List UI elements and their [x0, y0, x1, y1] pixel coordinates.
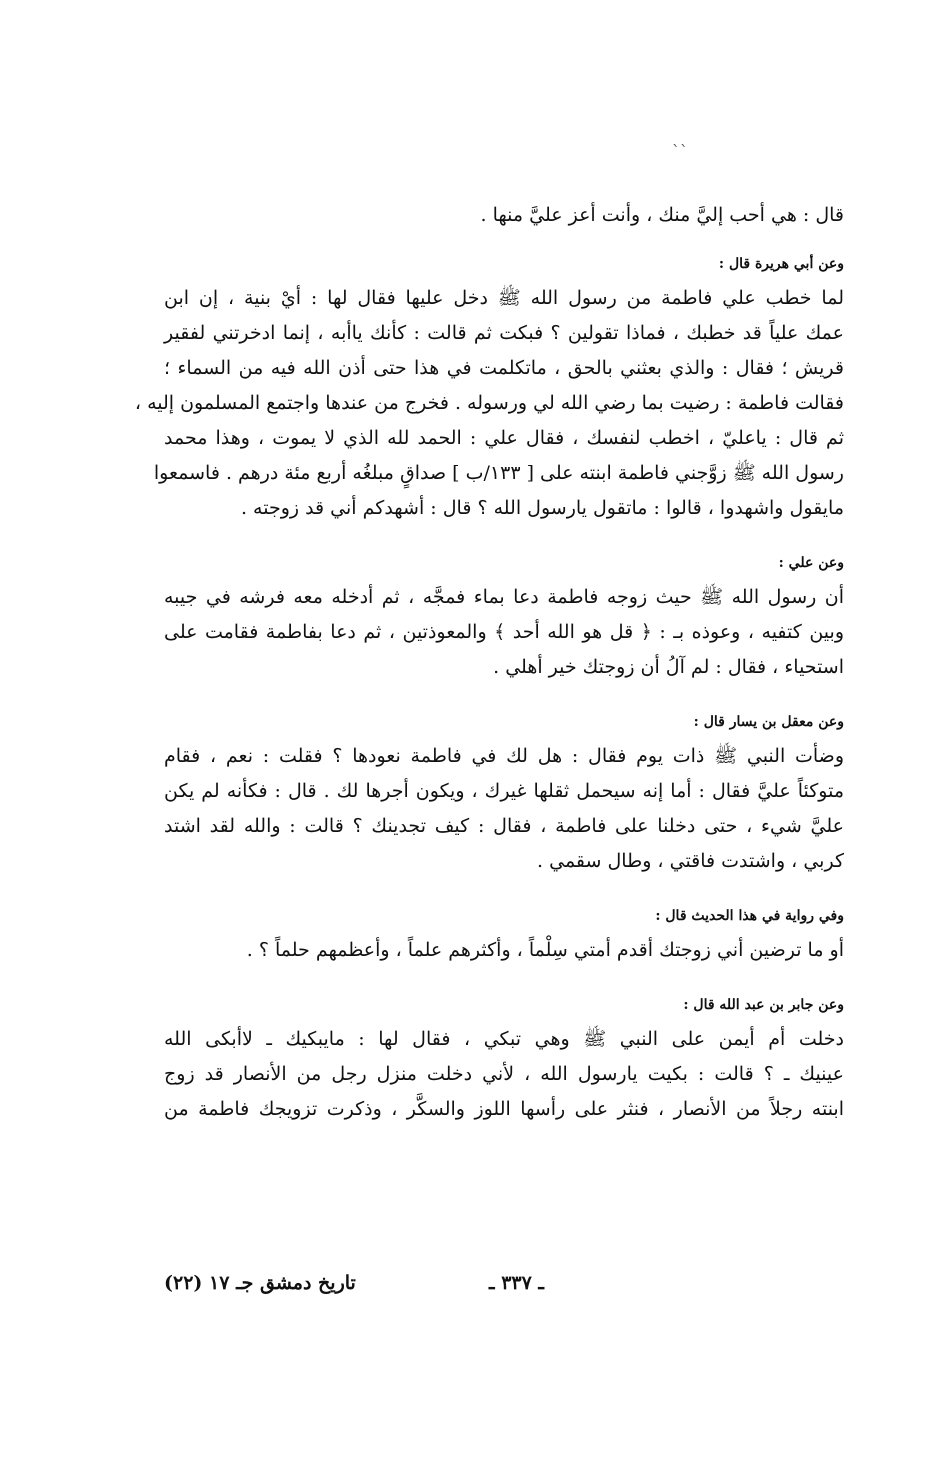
text-line: أو ما ترضين أني زوجتك أقدم أمتي سِلْماً ، وأكثرهم علماً ، وأعظمهم حلماً ؟ .: [246, 939, 844, 961]
section-heading: وفي رواية في هذا الحديث قال :: [655, 908, 844, 924]
intro-line: قال : هي أحب إليَّ منك ، وأنت أعز عليَّ منها .: [480, 204, 844, 226]
page-mark: ``: [672, 142, 688, 161]
text-line: لما خطب علي فاطمة من رسول الله ﷺ دخل عليها فقال لها : أيْ بنية ، إن ابن: [164, 287, 844, 309]
text-line: رسول الله ﷺ زوَّجني فاطمة ابنته على [ ١٣٣/ب ] صداقٍ مبلغُه أربع مئة درهم . فاسمعوا: [153, 462, 844, 484]
text-line: استحياء ، فقال : لم آلُ أن زوجتك خير أهلي .: [493, 656, 844, 678]
section: [134, 253, 844, 526]
text-line: ابنته رجلاً من الأنصار ، فنثر على رأسها اللوز والسكَّر ، وذكرت تزويجك فاطمة من: [164, 1098, 844, 1120]
text-line: أن رسول الله ﷺ حيث زوجه فاطمة دعا بماء فمجَّه ، ثم أدخله معه فرشه في جيبه: [164, 586, 844, 608]
text-line: وبين كتفيه ، وعوذه بـ : ﴿ قل هو الله أحد ﴾ والمعوذتين ، ثم دعا بفاطمة فقامت على: [164, 621, 844, 643]
section-heading: وعن معقل بن يسار قال :: [693, 714, 844, 730]
text-line: عينيك ـ ؟ قالت : بكيت يارسول الله ، لأني دخلت منزل رجل من الأنصار قد زوج: [164, 1063, 844, 1085]
text-line: وضأت النبي ﷺ ذات يوم فقال : هل لك في فاطمة نعودها ؟ فقلت : نعم ، فقام: [164, 745, 844, 767]
text-line: ثم قال : ياعليّ ، اخطب لنفسك ، فقال علي : الحمد لله الذي لا يموت ، وهذا محمد: [164, 427, 844, 449]
section-heading: وعن جابر بن عبد الله قال :: [683, 997, 844, 1013]
source-reference: تاريخ دمشق جـ ١٧ (٢٢): [164, 1272, 356, 1294]
text-line: دخلت أم أيمن على النبي ﷺ وهي تبكي ، فقال لها : مايبكيك ـ لاأبكى الله: [164, 1028, 844, 1050]
section-heading: وعن علي :: [778, 555, 844, 571]
text-line: مايقول واشهدوا ، قالوا : ماتقول يارسول الله ؟ قال : أشهدكم أني قد زوجته .: [240, 497, 844, 519]
section: [164, 711, 844, 879]
text-line: عليَّ شيء ، حتى دخلنا على فاطمة ، فقال : كيف تجدينك ؟ قالت : والله لقد اشتد: [164, 815, 844, 837]
text-line: قريش ؛ فقال : والذي بعثني بالحق ، ماتكلمت في هذا حتى أذن الله فيه من السماء ؛: [164, 357, 844, 379]
section: [164, 552, 844, 685]
section: [164, 994, 844, 1127]
text-line: عمك علياً قد خطبك ، فماذا تقولين ؟ فبكت ثم قالت : كأنك ياأبه ، إنما ادخرتني لفقير: [164, 322, 844, 344]
page-number: ـ ٣٣٧ ـ: [489, 1272, 544, 1294]
section-heading: وعن أبي هريرة قال :: [718, 256, 844, 272]
page-body: [134, 198, 844, 1127]
text-line: فقالت فاطمة : رضيت بما رضي الله لي ورسوله . فخرج من عندها واجتمع المسلمون إليه ،: [134, 392, 844, 414]
text-line: كربي ، واشتدت فاقتي ، وطال سقمي .: [537, 850, 844, 872]
section: [164, 905, 844, 968]
text-line: متوكئاً عليَّ فقال : أما إنه سيحمل ثقلها غيرك ، ويكون أجرها لك . قال : فكأنه لم يكن: [164, 780, 844, 802]
